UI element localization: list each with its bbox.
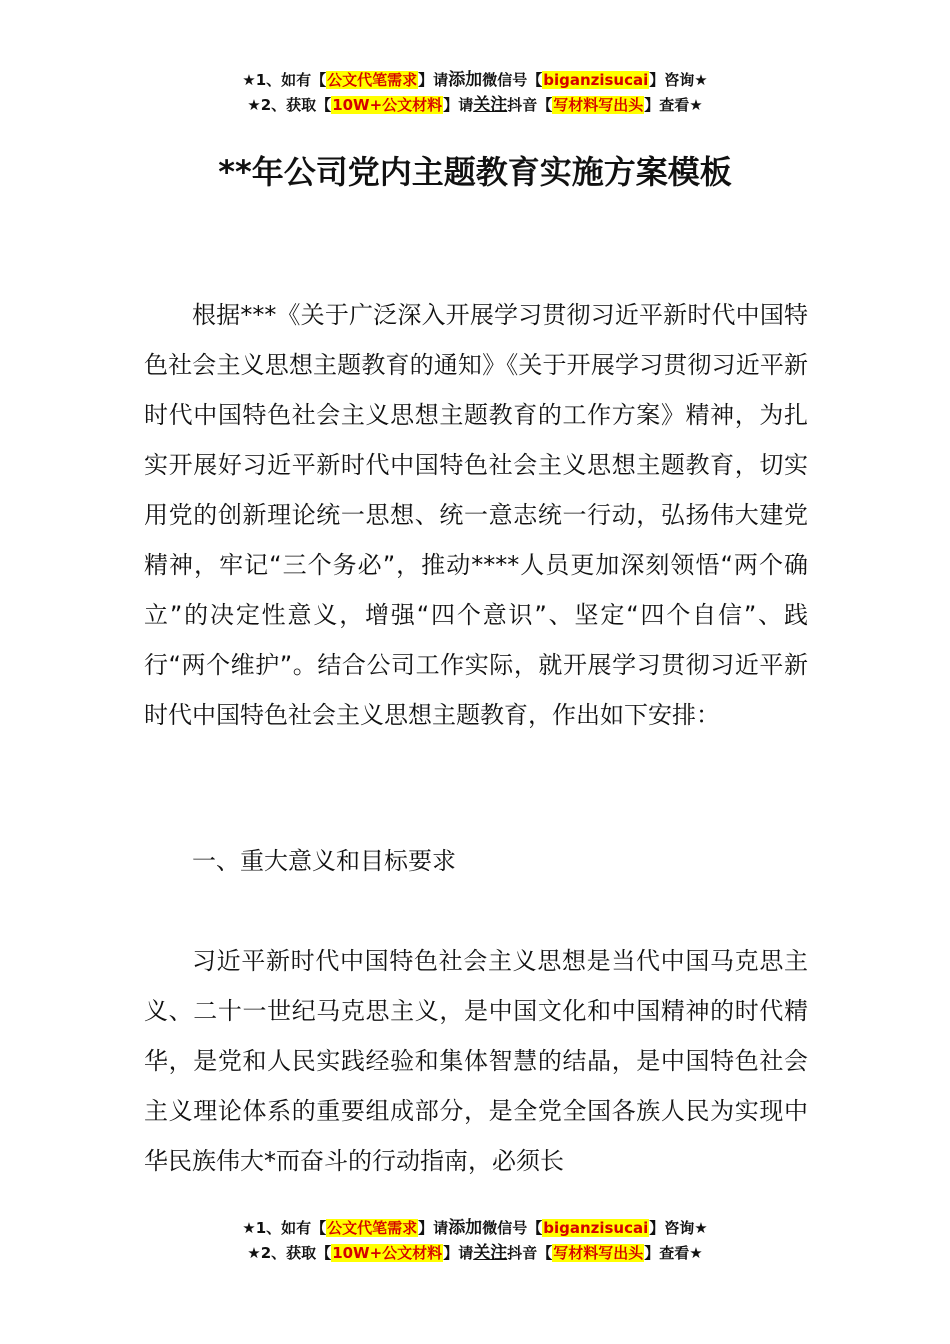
- ad-highlight-douyin-account: 写材料写出头: [553, 1244, 644, 1262]
- ad-line-2: ★2、获取【10W+公文材料】请关注抖音【写材料写出头】查看★: [247, 1243, 703, 1263]
- ad-highlight-service: 公文代笔需求: [327, 1219, 418, 1237]
- body-paragraph-1-container: [144, 290, 808, 740]
- body-paragraph-1: 根据***《关于广泛深入开展学习贯彻习近平新时代中国特色社会主义思想主题教育的通知》《关于开展学习贯彻习近平新时代中国特色社会主义思想主题教育的工作方案》精神，为扎实开展好习近平新时代中国特色社会主义思想主题教育，切实用党的创新理论统一思想、统一意志统一行动，弘扬伟大建党精神，牢记“三个务必”，推动****人员更加深刻领悟“两个确立”的决定性意义，增强“四个意识”、坚定“四个自信”、践行“两个维护”。结合公司工作实际，就开展学习贯彻习近平新时代中国特色社会主义思想主题教育，作出如下安排：: [144, 301, 808, 729]
- ad-highlight-douyin-account: 写材料写出头: [553, 96, 644, 114]
- ad-banner-top: [0, 68, 950, 118]
- body-paragraph-2-container: [144, 936, 808, 1186]
- section-heading-1: 一、重大意义和目标要求: [192, 847, 456, 875]
- ad-highlight-service: 公文代笔需求: [327, 71, 418, 89]
- document-title: **年公司党内主题教育实施方案模板: [218, 153, 732, 191]
- ad-highlight-wechat-id: biganzisucai: [543, 1219, 649, 1237]
- ad-line-1: ★1、如有【公文代笔需求】请添加微信号【biganzisucai】咨询★: [242, 70, 708, 90]
- ad-highlight-materials: 10W+公文材料: [332, 96, 443, 114]
- ad-highlight-materials: 10W+公文材料: [332, 1244, 443, 1262]
- ad-line-1: ★1、如有【公文代笔需求】请添加微信号【biganzisucai】咨询★: [242, 1218, 708, 1238]
- body-paragraph-2: 习近平新时代中国特色社会主义思想是当代中国马克思主义、二十一世纪马克思主义，是中国文化和中国精神的时代精华，是党和人民实践经验和集体智慧的结晶，是中国特色社会主义理论体系的重要组成部分，是全党全国各族人民为实现中华民族伟大*而奋斗的行动指南，必须长: [144, 947, 808, 1175]
- ad-banner-bottom: [0, 1216, 950, 1266]
- section-heading-container: [144, 836, 808, 886]
- ad-line-2: ★2、获取【10W+公文材料】请关注抖音【写材料写出头】查看★: [247, 95, 703, 115]
- ad-highlight-wechat-id: biganzisucai: [543, 71, 649, 89]
